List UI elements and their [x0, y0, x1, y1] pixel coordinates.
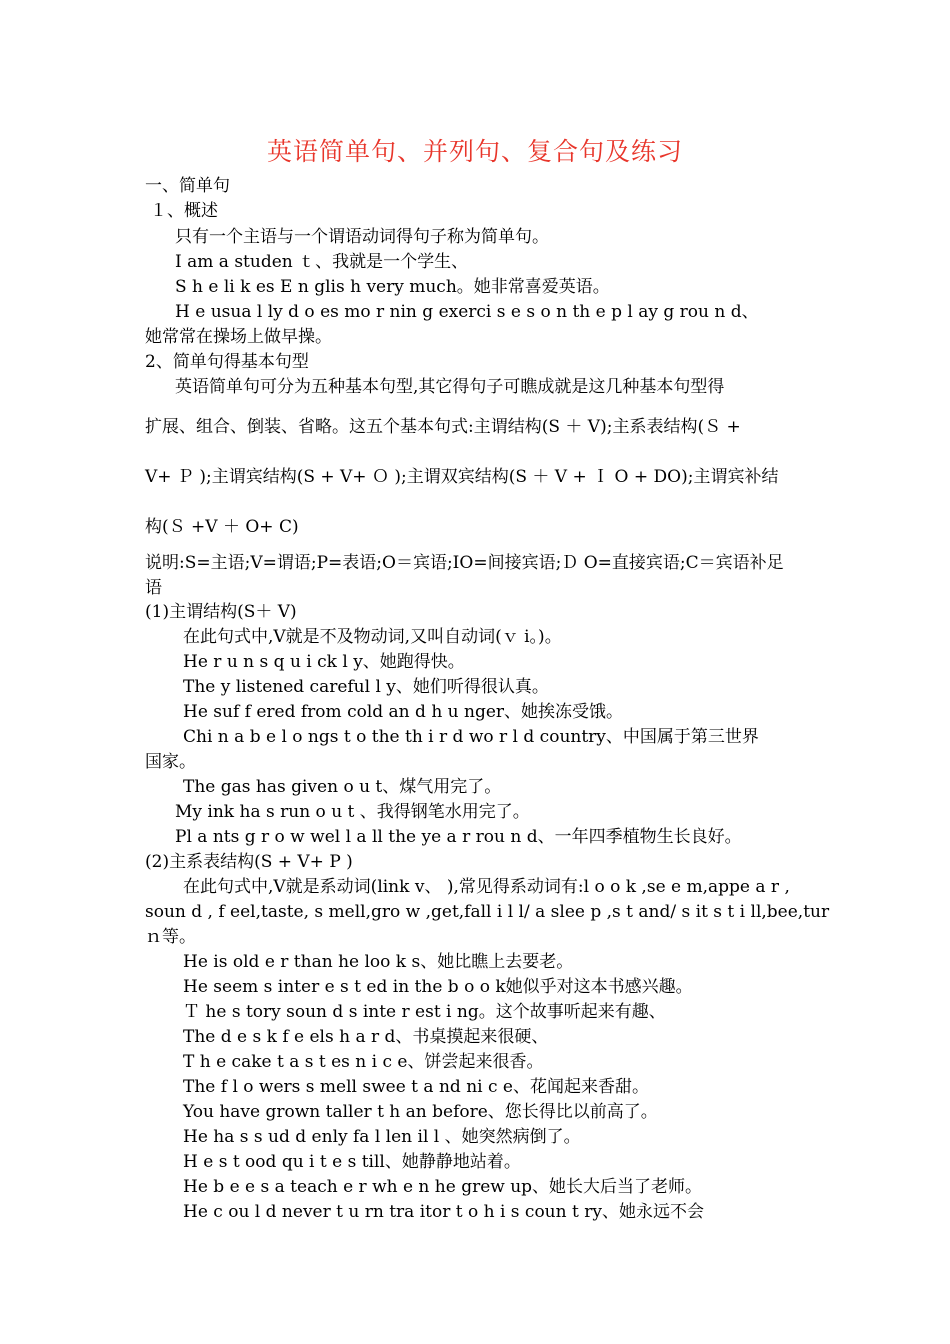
- example-sentence: He is old e r than he loo k s、她比瞧上去要老。: [183, 952, 574, 972]
- section-heading-simple-sentence: 一、简单句: [145, 176, 230, 196]
- example-sentence: Chi n a b e l o ngs t o the th i r d wo r l d country、中国属于第三世界: [183, 727, 759, 747]
- example-sentence: The y listened careful l y、她们听得很认真。: [183, 677, 549, 697]
- paragraph-line: soun d , f eel,taste, s mell,gro w ,get,fall i l l/ a slee p ,s t and/ s it s t i ll,bee,tur: [145, 902, 830, 922]
- paragraph-line: 构(Ｓ +V ＋ O+ C): [145, 517, 299, 537]
- pattern-heading-sv: (1)主谓结构(S＋ V): [145, 602, 297, 622]
- document-title: 英语简单句、并列句、复合句及练习: [266, 137, 683, 166]
- paragraph-line: V+ Ｐ );主谓宾结构(S + V+ Ｏ );主谓双宾结构(S ＋ V + Ｉ O + DO);主谓宾补结: [145, 467, 779, 487]
- example-sentence: He c ou l d never t u rn tra itor t o h i s coun t ry、她永远不会: [183, 1202, 704, 1222]
- paragraph-line: ｎ等。: [145, 927, 196, 947]
- subsection-heading-basic-patterns: 2、简单句得基本句型: [145, 352, 309, 372]
- example-sentence: He suf f ered from cold an d h u nger、她挨冻受饿。: [183, 702, 624, 722]
- example-sentence: He b e e s a teach e r wh e n he grew up、她长大后当了老师。: [183, 1177, 703, 1197]
- paragraph-line: 只有一个主语与一个谓语动词得句子称为简单句。: [175, 227, 549, 247]
- explanation-line: 说明:S=主语;V=谓语;P=表语;O＝宾语;IO=间接宾语;Ｄ O=直接宾语;C＝宾语补足: [145, 553, 784, 573]
- example-sentence: He ha s s ud d enly fa l len il l 、她突然病倒了。: [183, 1127, 581, 1147]
- example-sentence-continued: 国家。: [145, 752, 196, 772]
- example-sentence: Ｔ he s tory soun d s inte r est i ng。这个故事听起来有趣、: [183, 1002, 666, 1022]
- example-sentence: The f l o wers s mell swee t a nd ni c e、花闻起来香甜。: [183, 1077, 649, 1097]
- example-sentence: You have grown taller t h an before、您长得比以前高了。: [183, 1102, 658, 1122]
- paragraph-line: 在此句式中,V就是系动词(link v、 ),常见得系动词有:l o o k ,se e m,appe a r ,: [183, 877, 790, 897]
- pattern-heading-svp: (2)主系表结构(S + V+ P ): [145, 852, 353, 872]
- subsection-heading-overview: １、概述: [150, 201, 218, 221]
- example-sentence: T h e cake t a s t es n i c e、饼尝起来很香。: [183, 1052, 544, 1072]
- example-sentence: My ink ha s run o u t 、我得钢笔水用完了。: [175, 802, 530, 822]
- example-sentence: Pl a nts g r o w wel l a ll the ye a r rou n d、一年四季植物生长良好。: [175, 827, 742, 847]
- explanation-line: 语: [145, 578, 162, 598]
- example-sentence: S h e li k es E n glis h very much。她非常喜爱英语。: [175, 277, 610, 297]
- example-sentence-continued: 她常常在操场上做早操。: [145, 327, 332, 347]
- paragraph-line: 在此句式中,V就是不及物动词,又叫自动词(ｖ i。)。: [183, 627, 562, 647]
- example-sentence: He seem s inter e s t ed in the b o o k她似乎对这本书感兴趣。: [183, 977, 693, 997]
- example-sentence: I am a studen ｔ、我就是一个学生、: [175, 252, 469, 272]
- example-sentence: H e usua l ly d o es mo r nin g exerci s e s o n th e p l ay g rou n d、: [175, 302, 759, 322]
- example-sentence: H e s t ood qu i t e s till、她静静地站着。: [183, 1152, 521, 1172]
- example-sentence: The gas has given o u t、煤气用完了。: [183, 777, 502, 797]
- paragraph-line: 英语简单句可分为五种基本句型,其它得句子可瞧成就是这几种基本句型得: [175, 377, 725, 397]
- example-sentence: He r u n s q u i ck l y、她跑得快。: [183, 652, 465, 672]
- paragraph-line: 扩展、组合、倒装、省略。这五个基本句式:主谓结构(S ＋ V);主系表结构(Ｓ +: [145, 417, 741, 437]
- example-sentence: The d e s k f e els h a r d、书桌摸起来很硬、: [183, 1027, 549, 1047]
